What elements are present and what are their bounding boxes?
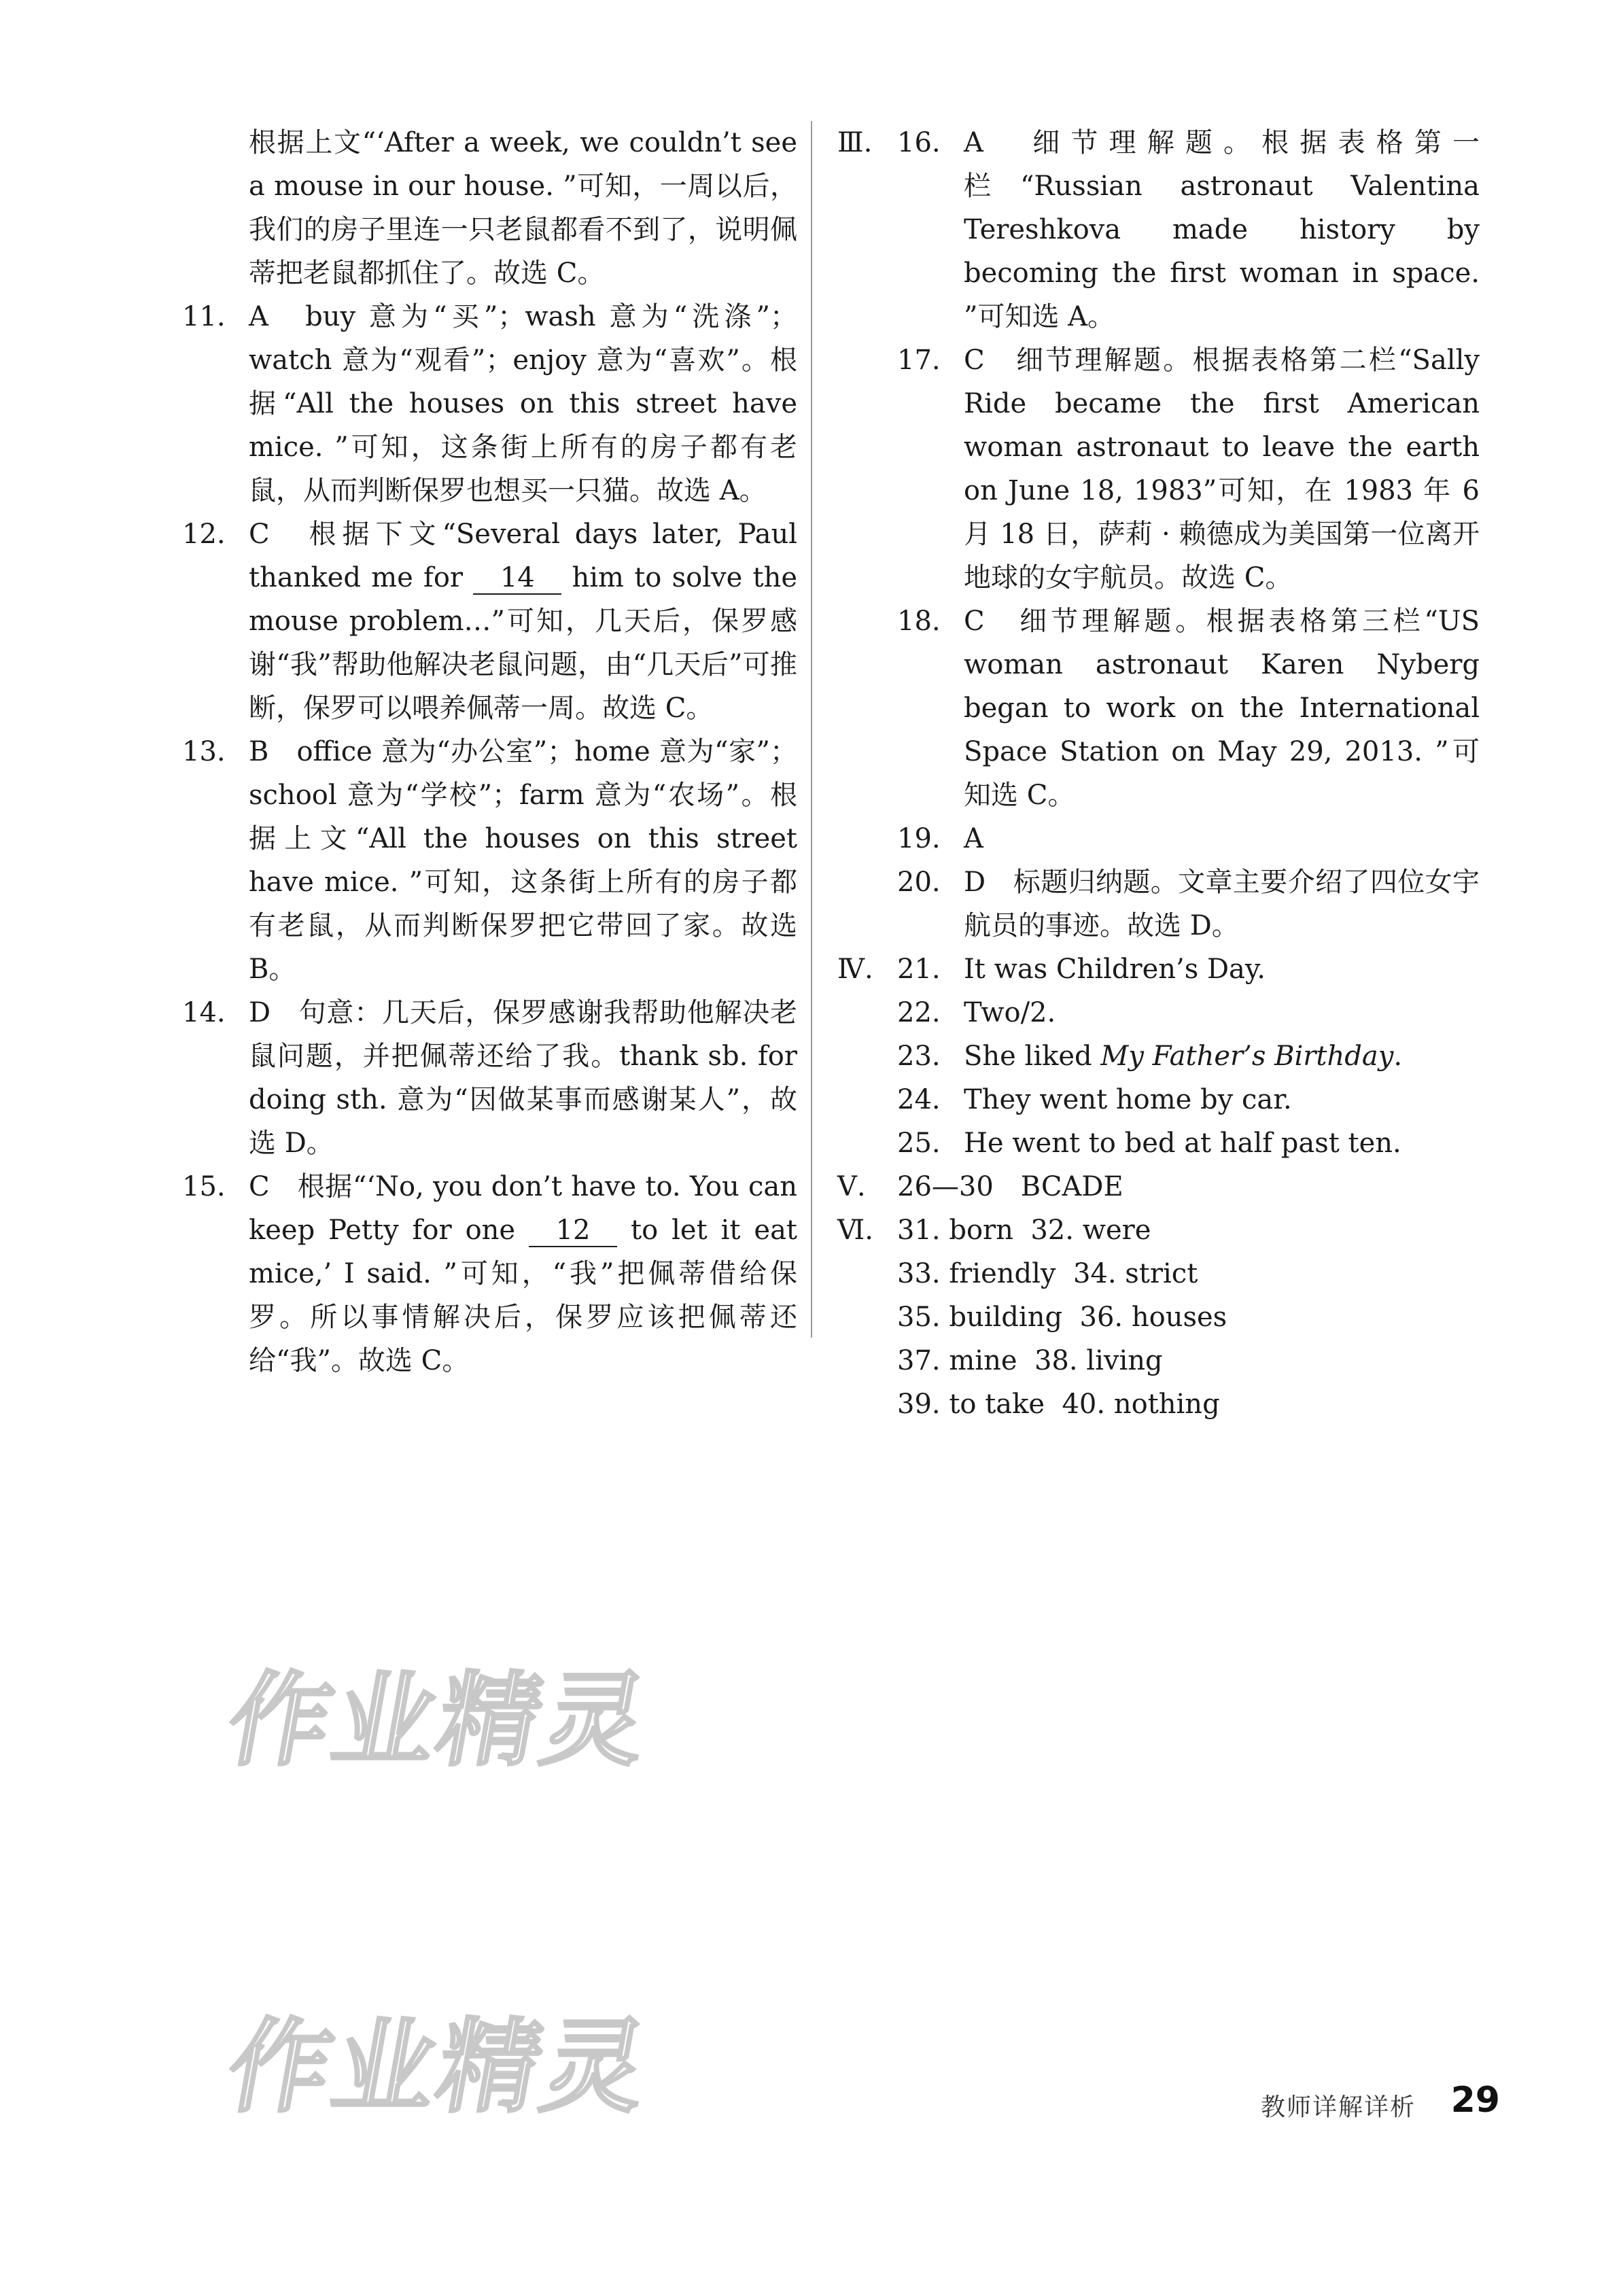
answer-number: 32. [1030,1215,1074,1246]
answer-text-pre: C 根据“‘No, you don’t have to. You can keep Petty for one [249,1171,797,1246]
answer-number: 39. [897,1389,941,1420]
answer-number: 21. [897,954,941,985]
answer-text-pre: C 根据下文“Several days later, Paul thanked me for [249,519,797,593]
answer-22 [837,991,1480,1034]
answer-number: 35. [897,1302,941,1333]
answer-text: It was Children’s Day. [964,954,1266,985]
answer-number: 25. [897,1128,941,1159]
watermark-logo: 作业精灵 [219,1662,659,1780]
answer-text: D 标题归纳题。文章主要介绍了四位女宇航员的事迹。故选 D。 [964,867,1480,941]
answer-text: C 细节理解题。根据表格第二栏“Sally Ride became the first American woman astronaut to leave the earth on June 18, 1983”可知，在 1983 年 6 月 18 日，萨莉 · 赖德成为美国第一位离开地球的女宇航员。故选 C。 [964,345,1480,593]
answer-text: Two/2. [964,997,1056,1028]
answer-text: They went home by car. [964,1084,1292,1115]
answer-text: A 细节理解题。根据表格第一栏“Russian astronaut Valentina Tereshkova made history by becoming the first woman in space. ”可知选 A。 [964,127,1480,332]
answer-row-37-38 [837,1339,1480,1382]
answer-number: 13. [182,736,226,767]
footer-label: 教师详解详析 [1260,2093,1416,2121]
answer-14 [182,991,797,1165]
right-column [837,121,1480,1426]
answer-text: D 句意：几天后，保罗感谢我帮助他解决老鼠问题，并把佩蒂还给了我。thank sb. for doing sth. 意为“因做某事而感谢某人”，故选 D。 [249,997,797,1159]
answer-text-post: . [1393,1041,1403,1072]
answer-text: C 细节理解题。根据表格第三栏“US woman astronaut Karen Nyberg began to work on the International Space Station on May 29, 2013. ”可知选 C。 [964,606,1480,811]
answer-text [897,1208,1480,1252]
watermark-logo: 作业精灵 [219,2008,659,2127]
answer-number: 34. [1073,1258,1117,1289]
answer-26-30 [837,1165,1480,1208]
answer-text-post: him to solve the mouse problem…”可知，几天后，保罗感谢“我”帮助他解决老鼠问题，由“几天后”可推断，保罗可以喂养佩蒂一周。故选 C。 [249,562,797,724]
answer-25 [837,1121,1480,1165]
answer-15 [182,1165,797,1382]
answer-11 [182,295,797,512]
answer-text: 26—30 BCADE [897,1171,1123,1202]
answer-number: 23. [897,1041,941,1072]
answer-value: building [949,1302,1063,1333]
answer-20 [837,860,1480,947]
answer-13 [182,730,797,991]
answer-number: 16. [897,127,941,158]
answer-number: 40. [1062,1389,1106,1420]
answer-value: to take [949,1389,1045,1420]
answer-text: 根据上文“‘After a week, we couldn’t see a mouse in our house. ”可知，一周以后，我们的房子里连一只老鼠都看不到了，说明佩蒂把老鼠都抓住了。故选 C。 [249,127,797,289]
answer-text [897,1339,1480,1382]
answer-text-post: to let it eat mice,’ I said. ”可知，“我”把佩蒂借给保罗。所以事情解决后，保罗应该把佩蒂还给“我”。故选 C。 [249,1215,797,1376]
section-marker-4: Ⅳ. [837,954,873,985]
answer-21 [837,947,1480,991]
answer-text [249,1165,797,1382]
answer-text [964,1034,1480,1078]
answer-number: 38. [1034,1345,1078,1376]
answer-row-35-36 [837,1295,1480,1339]
answer-number: 36. [1079,1302,1123,1333]
answer-text: He went to bed at half past ten. [964,1128,1401,1159]
answer-text: A [964,823,983,854]
section-marker-5: Ⅴ. [837,1171,866,1202]
answer-18 [837,599,1480,817]
answer-number: 37. [897,1345,941,1376]
answer-number: 18. [897,606,941,637]
blank-14: 14 [473,562,561,595]
answer-number: 31. [897,1215,941,1246]
left-column [182,121,797,1382]
answer-number: 22. [897,997,941,1028]
answer-value: mine [949,1345,1017,1376]
answer-number: 15. [182,1171,226,1202]
book-title: My Father’s Birthday [1100,1041,1394,1072]
answer-text [897,1295,1480,1339]
answer-10-continued [182,121,797,295]
answer-value: houses [1131,1302,1227,1333]
answer-number: 33. [897,1258,941,1289]
answer-value: strict [1125,1258,1198,1289]
answer-row-39-40 [837,1382,1480,1426]
answer-value: nothing [1113,1389,1220,1420]
answer-number: 12. [182,519,226,550]
answer-text [897,1382,1480,1426]
section-marker-6: Ⅵ. [837,1215,873,1246]
answer-number: 20. [897,867,941,898]
answer-value: living [1086,1345,1163,1376]
blank-12: 12 [529,1215,617,1247]
answer-number: 14. [182,997,226,1028]
answer-12 [182,512,797,730]
answer-text [249,512,797,730]
answer-17 [837,338,1480,599]
answer-value: born [949,1215,1013,1246]
answer-value: friendly [949,1258,1056,1289]
answer-row-33-34 [837,1252,1480,1295]
answer-23 [837,1034,1480,1078]
answer-text-pre: She liked [964,1041,1101,1072]
answer-text: A buy 意为“买”；wash 意为“洗涤”；watch 意为“观看”；enjoy 意为“喜欢”。根据“All the houses on this street have mice. ”可知，这条街上所有的房子都有老鼠，从而判断保罗也想买一只猫。故选 A。 [249,301,797,506]
section-marker-3: Ⅲ. [837,127,873,158]
answer-number: 17. [897,345,941,376]
answer-value: were [1082,1215,1151,1246]
answer-16 [837,121,1480,338]
answer-row-31-32 [837,1208,1480,1252]
answer-number: 19. [897,823,941,854]
answer-19 [837,817,1480,860]
answer-text [897,1252,1480,1295]
page-number: 29 [1450,2080,1500,2121]
answer-24 [837,1078,1480,1121]
column-divider [811,121,812,1338]
answer-number: 11. [182,301,226,332]
answer-text: B office 意为“办公室”；home 意为“家”；school 意为“学校”；farm 意为“农场”。根据上文“All the houses on this street have mice. ”可知，这条街上所有的房子都有老鼠，从而判断保罗把它带回了家。故选 B。 [249,736,797,985]
answer-number: 24. [897,1084,941,1115]
